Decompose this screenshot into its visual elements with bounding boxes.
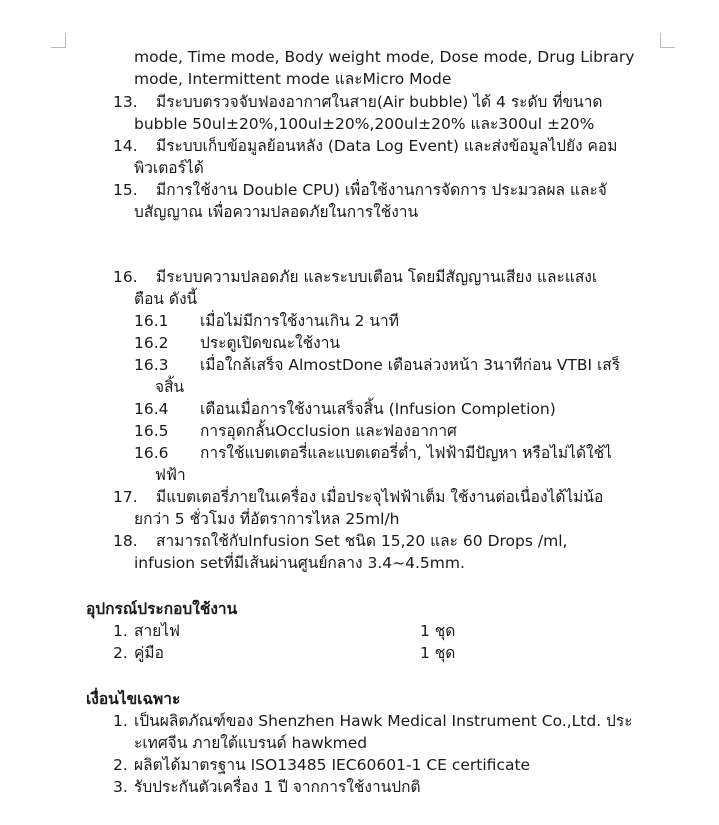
list-item-text: ตือน ดังนี้ bbox=[134, 290, 198, 308]
list-item-number: 1. bbox=[113, 712, 128, 730]
sub-item-number: 16.5 bbox=[134, 422, 169, 440]
list-item-number: 17. bbox=[113, 488, 138, 506]
sub-item-text: เมื่อไม่มีการใช้งานเกิน 2 นาที bbox=[200, 312, 399, 330]
list-item-text: มีระบบเก็บข้อมูลย้อนหลัง (Data Log Event) และส่งข้อมูลไปยัง คอม bbox=[156, 137, 618, 155]
list-item-number: 15. bbox=[113, 181, 138, 199]
margin-corner-mark-left bbox=[51, 33, 66, 48]
list-item-text: สามารถใช้กับInfusion Set ชนิด 15,20 และ 60 Drops /ml, bbox=[156, 532, 568, 550]
sub-item-text: การใช้แบตเตอรี่และแบตเตอรี่ต่ำ, ไฟฟ้ามีปัญหา หรือไม่ได้ใช้ไ bbox=[200, 444, 612, 462]
list-item-text: มีแบตเตอรี่ภายในเครื่อง เมื่อประจุไฟฟ้าเต็ม ใช้งานต่อเนื่องได้ไม่น้อ bbox=[156, 488, 604, 506]
list-item-number: 1. bbox=[113, 622, 128, 640]
list-item-text: รับประกันตัวเครื่อง 1 ปี จากการใช้งานปกติ bbox=[134, 778, 421, 796]
accessory-name: คู่มือ bbox=[134, 644, 164, 662]
sub-item-text: จสิ้น bbox=[155, 378, 185, 396]
list-item-text: มีระบบความปลอดภัย และระบบเตือน โดยมีสัญญานเสียง และแสงเ bbox=[156, 268, 598, 286]
accessory-name: สายไฟ bbox=[134, 622, 181, 640]
spec-continuation-line: mode, Time mode, Body weight mode, Dose mode, Drug Library bbox=[134, 48, 635, 66]
spec-continuation-line: mode, Intermittent mode และMicro Mode bbox=[134, 70, 452, 88]
list-item-text: infusion setที่มีเส้นผ่านศูนย์กลาง 3.4~4.5mm. bbox=[134, 554, 465, 572]
list-item-number: 3. bbox=[113, 778, 128, 796]
list-item-number: 2. bbox=[113, 644, 128, 662]
list-item-number: 2. bbox=[113, 756, 128, 774]
section-heading-accessories: อุปกรณ์ประกอบใช้งาน bbox=[86, 600, 238, 618]
list-item-text: บสัญญาณ เพื่อความปลอดภัยในการใช้งาน bbox=[134, 203, 419, 221]
list-item-text: เป็นผลิตภัณฑ์ของ Shenzhen Hawk Medical Instrument Co.,Ltd. ประ bbox=[134, 712, 633, 730]
sub-item-number: 16.2 bbox=[134, 334, 169, 352]
margin-corner-mark-right bbox=[660, 33, 675, 48]
sub-item-text: เมื่อใกล้เสร็จ AlmostDone เตือนล่วงหน้า 3นาทีก่อน VTBI เสร็ bbox=[200, 356, 621, 374]
sub-item-number: 16.4 bbox=[134, 400, 169, 418]
list-item-text: พิวเตอร์ได้ bbox=[134, 159, 204, 177]
sub-item-text: ประตูเปิดขณะใช้งาน bbox=[200, 334, 341, 352]
list-item-number: 14. bbox=[113, 137, 138, 155]
sub-item-text: เตือนเมื่อการใช้งานเสร็จสิ้น (Infusion Completion) bbox=[200, 400, 556, 418]
list-item-text: ะเทศจีน ภายใต้แบรนด์ hawkmed bbox=[134, 734, 368, 752]
list-item-text: ยกว่า 5 ชั่วโมง ที่อัตราการไหล 25ml/h bbox=[134, 510, 400, 528]
sub-item-number: 16.6 bbox=[134, 444, 169, 462]
list-item-number: 18. bbox=[113, 532, 138, 550]
list-item-number: 16. bbox=[113, 268, 138, 286]
sub-item-number: 16.1 bbox=[134, 312, 169, 330]
accessory-quantity: 1 ชุด bbox=[420, 622, 456, 640]
sub-item-text: การอุดกลั้นOcclusion และฟองอากาศ bbox=[200, 422, 457, 440]
list-item-number: 13. bbox=[113, 93, 138, 111]
sub-item-number: 16.3 bbox=[134, 356, 169, 374]
section-heading-conditions: เงื่อนไขเฉพาะ bbox=[86, 690, 181, 708]
accessory-quantity: 1 ชุด bbox=[420, 644, 456, 662]
list-item-text: มีการใช้งาน Double CPU) เพื่อใช้งานการจัดการ ประมวลผล และจั bbox=[156, 181, 607, 199]
list-item-text: ผลิตได้มาตรฐาน ISO13485 IEC60601-1 CE certificate bbox=[134, 756, 531, 774]
list-item-text: มีระบบตรวจจับฟองอากาศในสาย(Air bubble) ได้ 4 ระดับ ที่ขนาด bbox=[156, 93, 603, 111]
list-item-text: bubble 50ul±20%,100ul±20%,200ul±20% และ300ul ±20% bbox=[134, 115, 595, 133]
sub-item-text: ฟฟ้า bbox=[155, 466, 186, 484]
